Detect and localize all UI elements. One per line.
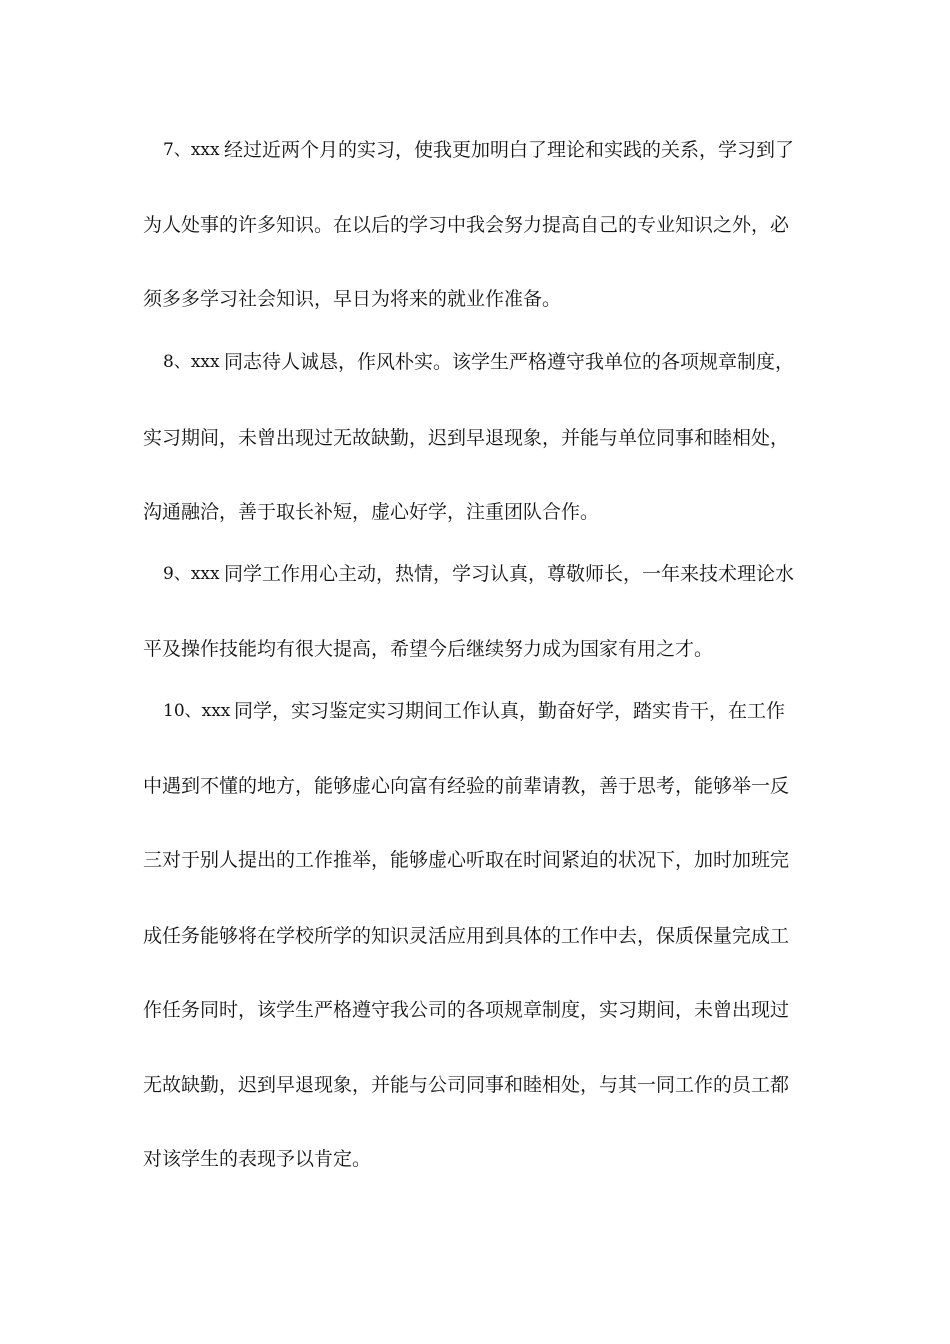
paragraph-8-line-3 — [0, 492, 950, 532]
paragraph-8-line-2 — [0, 418, 950, 458]
paragraph-10-line-1 — [0, 691, 950, 731]
paragraph-number: 8、xxx — [163, 352, 220, 372]
paragraph-number: 10、xxx — [163, 701, 231, 721]
paragraph-number: 9、xxx — [163, 564, 220, 584]
paragraph-10-line-6 — [0, 1065, 950, 1105]
paragraph-9-line-2 — [0, 629, 950, 669]
paragraph-text: 平及操作技能均有很大提高，希望今后继续努力成为国家有用之才。 — [143, 638, 714, 660]
paragraph-text: 同学，实习鉴定实习期间工作认真，勤奋好学，踏实肯干，在工作 — [234, 700, 786, 722]
paragraph-text: 成任务能够将在学校所学的知识灵活应用到具体的工作中去，保质保量完成工 — [143, 925, 790, 947]
paragraph-7-line-1 — [0, 130, 950, 170]
paragraph-10-line-2 — [0, 766, 950, 806]
paragraph-number: 7、xxx — [163, 140, 220, 160]
paragraph-text: 同志待人诚恳，作风朴实。该学生严格遵守我单位的各项规章制度， — [224, 351, 795, 373]
paragraph-text: 沟通融洽，善于取长补短，虚心好学，注重团队合作。 — [143, 501, 600, 523]
paragraph-text: 须多多学习社会知识，早日为将来的就业作准备。 — [143, 288, 562, 310]
paragraph-text: 作任务同时，该学生严格遵守我公司的各项规章制度，实习期间，未曾出现过 — [143, 999, 790, 1021]
paragraph-9-line-1 — [0, 554, 950, 594]
paragraph-text: 实习期间，未曾出现过无故缺勤，迟到早退现象，并能与单位同事和睦相处， — [143, 427, 790, 449]
paragraph-10-line-4 — [0, 916, 950, 956]
paragraph-7-line-3 — [0, 279, 950, 319]
paragraph-10-line-7 — [0, 1139, 950, 1179]
paragraph-text: 对该学生的表现予以肯定。 — [143, 1148, 372, 1170]
paragraph-7-line-2 — [0, 205, 950, 245]
paragraph-text: 无故缺勤，迟到早退现象，并能与公司同事和睦相处，与其一同工作的员工都 — [143, 1074, 790, 1096]
paragraph-text: 同学工作用心主动，热情，学习认真，尊敬师长，一年来技术理论水 — [224, 563, 795, 585]
paragraph-text: 为人处事的许多知识。在以后的学习中我会努力提高自己的专业知识之外，必 — [143, 214, 790, 236]
paragraph-text: 三对于别人提出的工作推举，能够虚心听取在时间紧迫的状况下，加时加班完 — [143, 849, 790, 871]
paragraph-10-line-5 — [0, 990, 950, 1030]
paragraph-text: 经过近两个月的实习，使我更加明白了理论和实践的关系，学习到了 — [224, 139, 795, 161]
paragraph-10-line-3 — [0, 840, 950, 880]
paragraph-text: 中遇到不懂的地方，能够虚心向富有经验的前辈请教，善于思考，能够举一反 — [143, 775, 790, 797]
paragraph-8-line-1 — [0, 342, 950, 382]
